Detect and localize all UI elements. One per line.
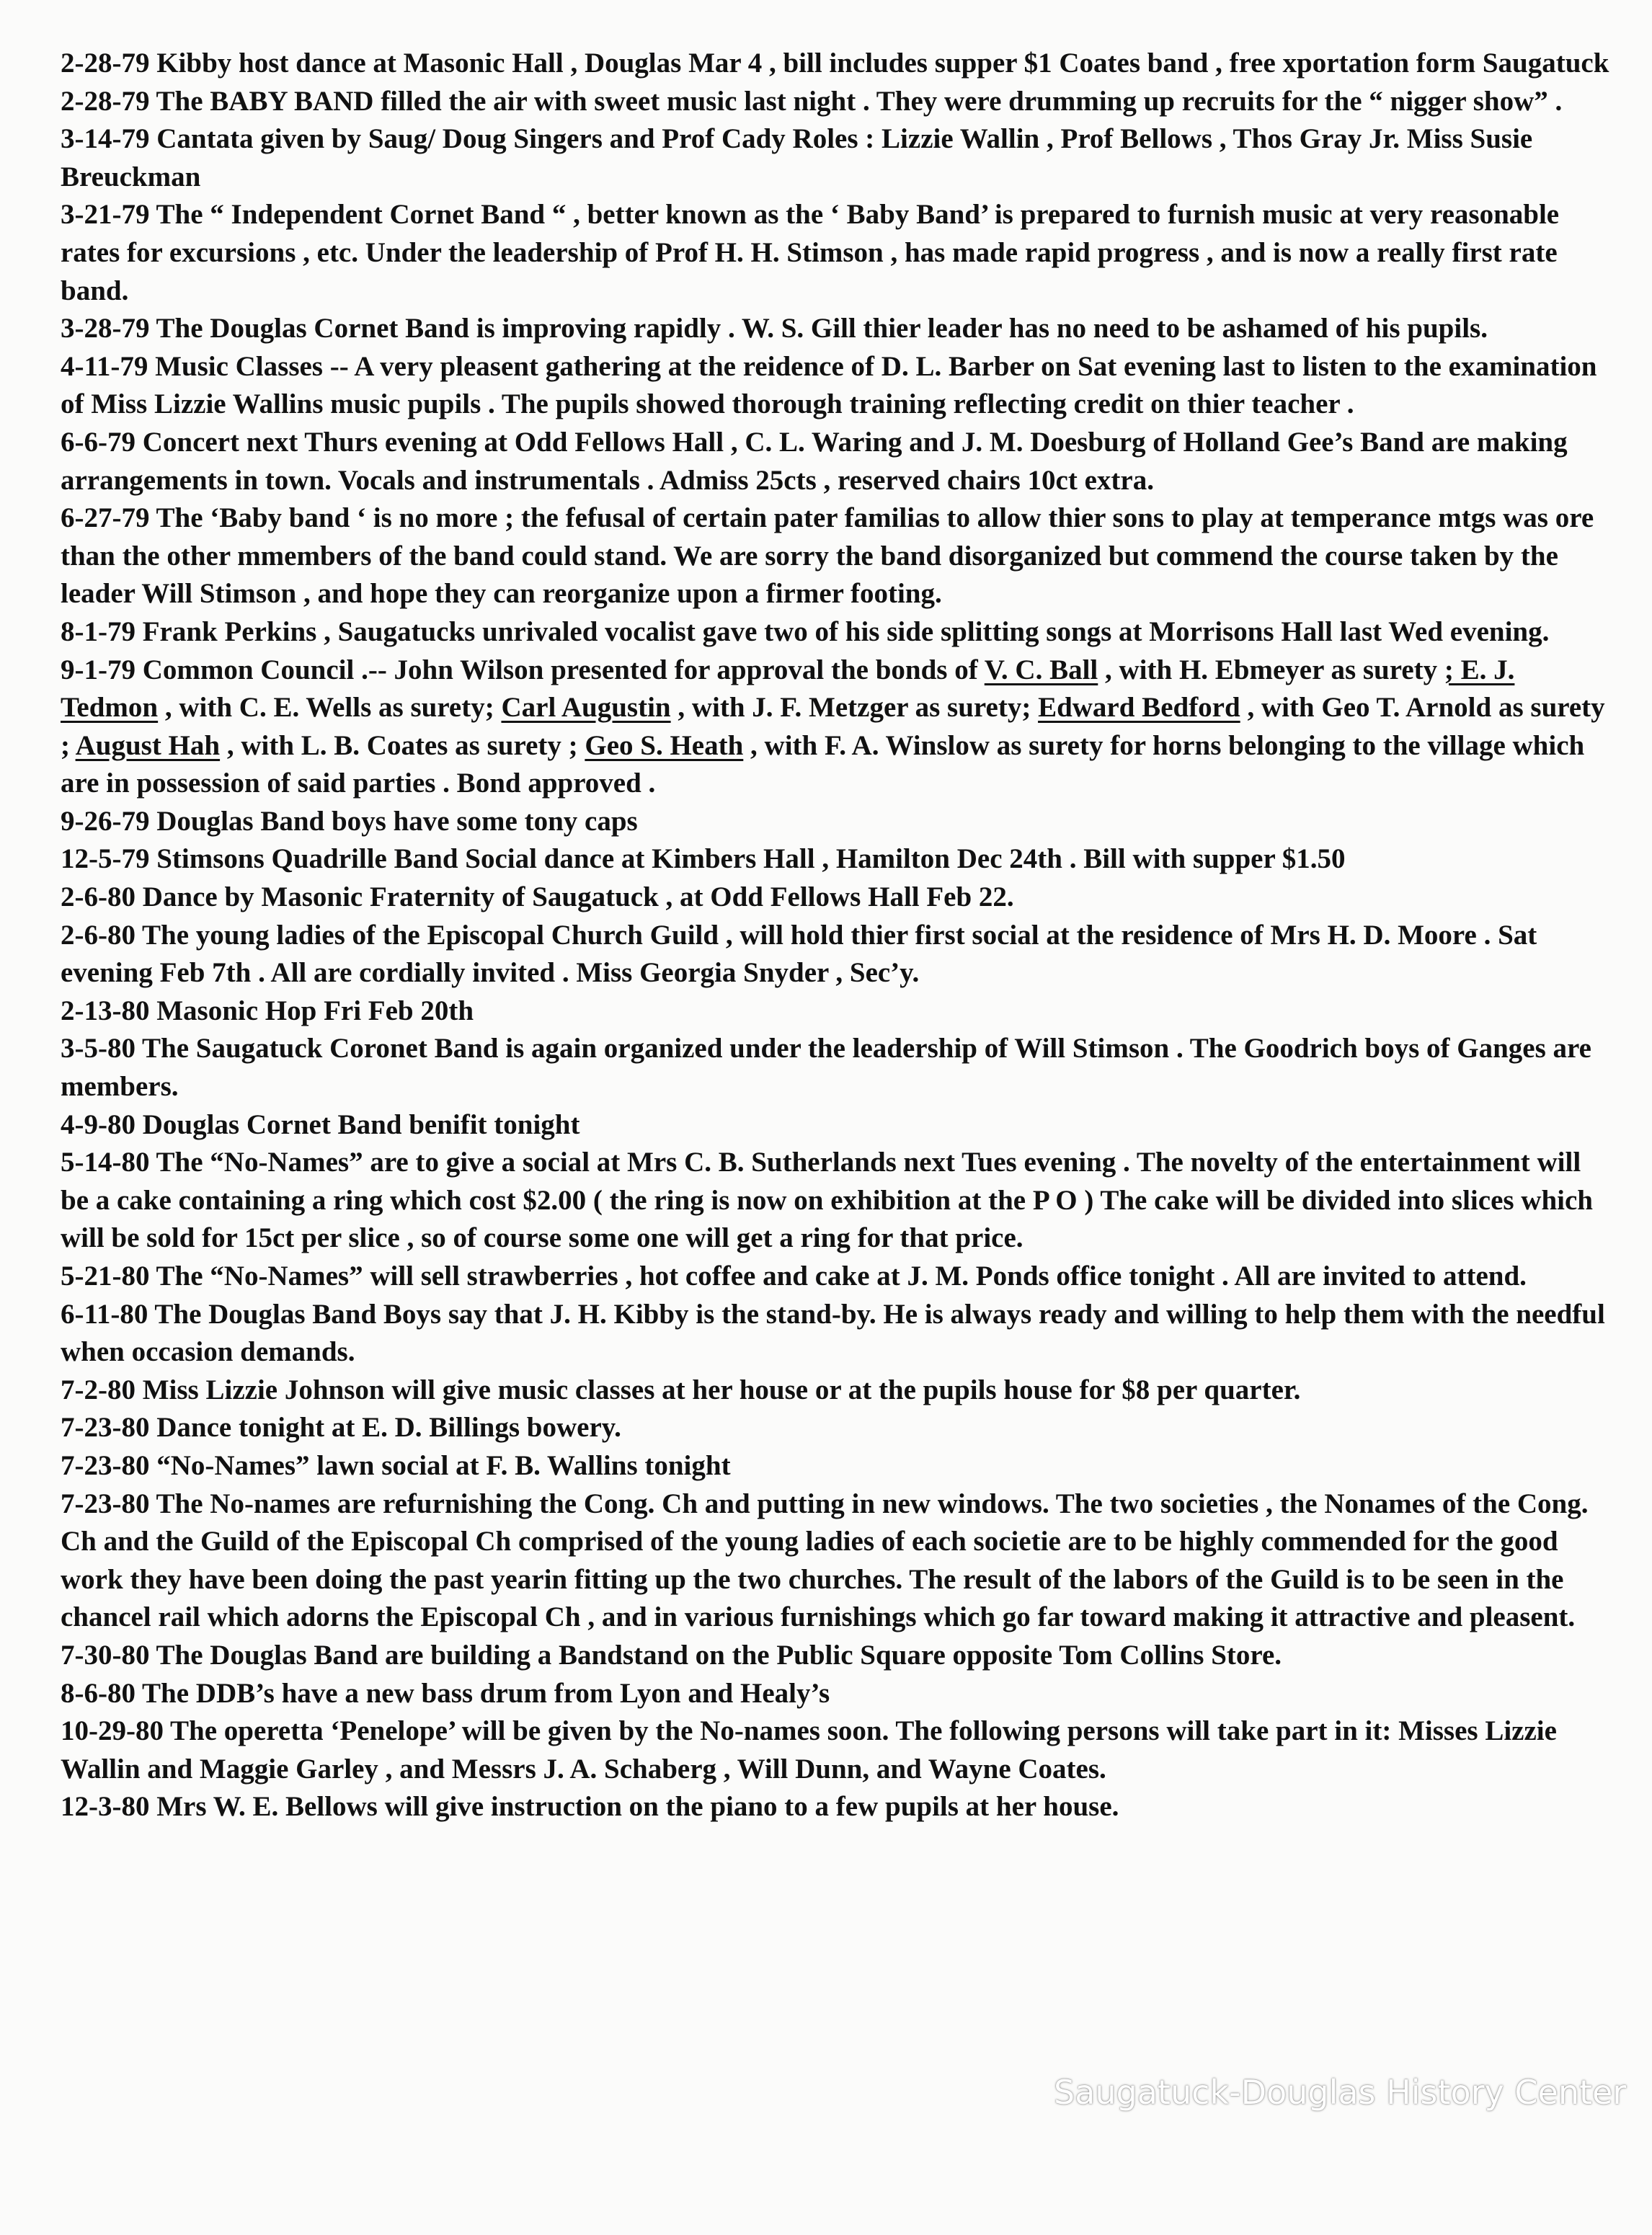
entry [61,1788,1610,1826]
entry [61,652,1610,803]
entry-text: 4-11-79 Music Classes -- A very pleasent gathering at the reidence of D. L. Barber on Sat evening last to listen to the examination of Miss Lizzie Wallins music pupils . The pupils showed thorough training reflecting credit on thier teacher . [61,350,1597,420]
entry [61,45,1610,83]
entry-text: , with Geo T. Arnold as surety ; [61,692,1605,761]
entry-text: 7-23-80 Dance tonight at E. D. Billings bowery. [61,1412,621,1444]
entry-text: 8-6-80 The DDB’s have a new bass drum from Lyon and Healy’s [61,1677,830,1709]
entry-text: 12-5-79 Stimsons Quadrille Band Social dance at Kimbers Hall , Hamilton Dec 24th . Bill with supper $1.50 [61,843,1346,875]
watermark: Saugatuck-Douglas History Center [1054,2073,1627,2112]
entry [61,120,1610,196]
entry-text: , with H. Ebmeyer as surety [1098,654,1444,685]
entry [61,83,1610,121]
entry-text: 2-6-80 Dance by Masonic Fraternity of Saugatuck , at Odd Fellows Hall Feb 22. [61,881,1014,913]
entry-text: 6-6-79 Concert next Thurs evening at Odd Fellows Hall , C. L. Waring and J. M. Doesburg of Holland Gee’s Band are making arrangements in town. Vocals and instrumentals . Admiss 25cts , reserved chairs 10ct extra. [61,426,1568,496]
entry-text: , with F. A. Winslow as surety for horns belonging to the village which are in possession of said parties . Bond approved . [61,729,1585,799]
entry [61,840,1610,879]
underlined-name: August Hah [75,729,221,761]
entry-text: 5-14-80 The “No-Names” are to give a social at Mrs C. B. Sutherlands next Tues evening . The novelty of the entertainment will be a cake containing a ring which cost $2.00 ( the ring is now on exhibition at the P O ) The cake will be divided into slices which will be sold for 15ct per slice , so of course some one will get a ring for that price. [61,1147,1593,1254]
entry-text: 2-13-80 Masonic Hop Fri Feb 20th [61,995,474,1026]
entry-text: 3-5-80 The Saugatuck Coronet Band is again organized under the leadership of Will Stimson . The Goodrich boys of Ganges are members. [61,1033,1591,1103]
entry-text: 7-23-80 “No-Names” lawn social at F. B. Wallins tonight [61,1449,731,1481]
entry-text: 2-28-79 The BABY BAND filled the air with sweet music last night . They were drumming up recruits for the “ nigger show” . [61,85,1563,117]
entry-text: , with C. E. Wells as surety; [158,692,502,724]
entry [61,1637,1610,1675]
entry [61,803,1610,841]
entry [61,1030,1610,1106]
entry-text: , with L. B. Coates as surety ; [220,729,585,761]
entry-text: 2-28-79 Kibby host dance at Masonic Hall , Douglas Mar 4 , bill includes supper $1 Coates band , free xportation form Saugatuck [61,48,1609,79]
entry-text: 9-1-79 Common Council .-- John Wilson presented for approval the bonds of [61,654,985,685]
entry [61,1675,1610,1713]
entry-text: 3-21-79 The “ Independent Cornet Band “ , better known as the ‘ Baby Band’ is prepared to furnish music at very reasonable rates for excursions , etc. Under the leadership of Prof H. H. Stimson , has made rapid progress , and is now a really first rate band. [61,199,1560,306]
entry [61,917,1610,992]
entry [61,348,1610,424]
entry-text: 7-23-80 The No-names are refurnishing the Cong. Ch and putting in new windows. The two societies , the Nonames of the Cong. Ch and the Guild of the Episcopal Ch comprised of the young ladies of each societie are to be highly commended for the good work they have been doing the past yearin fitting up the two churches. The result of the labors of the Guild is to be seen in the chancel rail which adorns the Episcopal Ch , and in various furnishings which go far toward making it attractive and pleasent. [61,1488,1589,1633]
entry [61,613,1610,652]
entry [61,879,1610,917]
entry [61,499,1610,613]
underlined-name: V. C. Ball [984,654,1098,685]
underlined-name: ; E. J. Tedmon [61,654,1515,724]
entry-text: 2-6-80 The young ladies of the Episcopal Church Guild , will hold thier first social at the residence of Mrs H. D. Moore . Sat evening Feb 7th . All are cordially invited . Miss Georgia Snyder , Sec’y. [61,919,1537,989]
entry [61,1144,1610,1258]
entries-list [61,45,1610,1826]
entry-text: 3-14-79 Cantata given by Saug/ Doug Singers and Prof Cady Roles : Lizzie Wallin , Prof Bellows , Thos Gray Jr. Miss Susie Breuckman [61,123,1533,192]
underlined-name: Edward Bedford [1038,692,1240,724]
entry [61,424,1610,499]
entry [61,1409,1610,1447]
entry-text: , with J. F. Metzger as surety; [670,692,1039,724]
entry [61,1447,1610,1485]
entry [61,1258,1610,1296]
entry-text: 3-28-79 The Douglas Cornet Band is improving rapidly . W. S. Gill thier leader has no need to be ashamed of his pupils. [61,313,1488,345]
entry [61,1485,1610,1637]
entry-text: 7-30-80 The Douglas Band are building a Bandstand on the Public Square opposite Tom Collins Store. [61,1639,1282,1671]
entry [61,1712,1610,1788]
entry-text: 10-29-80 The operetta ‘Penelope’ will be given by the No-names soon. The following persons will take part in it: Misses Lizzie Wallin and Maggie Garley , and Messrs J. A. Schaberg , Will Dunn, and Wayne Coates. [61,1715,1557,1785]
underlined-name: Carl Augustin [501,692,671,724]
entry [61,1372,1610,1410]
entry-text: 6-27-79 The ‘Baby band ‘ is no more ; the fefusal of certain pater familias to allow thier sons to play at temperance mtgs was ore than the other mmembers of the band could stand. We are sorry the band disorganized but commend the course taken by the leader Will Stimson , and hope they can reorganize upon a firmer footing. [61,502,1594,610]
entry-text: 9-26-79 Douglas Band boys have some tony caps [61,805,638,837]
entry-text: 4-9-80 Douglas Cornet Band benifit tonight [61,1108,580,1140]
entry [61,1296,1610,1372]
entry-text: 5-21-80 The “No-Names” will sell strawberries , hot coffee and cake at J. M. Ponds office tonight . All are invited to attend. [61,1261,1527,1292]
entry [61,992,1610,1031]
entry-text: 8-1-79 Frank Perkins , Saugatucks unrivaled vocalist gave two of his side splitting songs at Morrisons Hall last Wed evening. [61,616,1550,647]
entry [61,1106,1610,1145]
entry-text: 6-11-80 The Douglas Band Boys say that J. H. Kibby is the stand-by. He is always ready and willing to help them with the needful when occasion demands. [61,1298,1605,1368]
entry [61,310,1610,348]
entry-text: 12-3-80 Mrs W. E. Bellows will give instruction on the piano to a few pupils at her house. [61,1791,1119,1823]
entry [61,196,1610,310]
underlined-name: Geo S. Heath [585,729,744,761]
entry-text: 7-2-80 Miss Lizzie Johnson will give music classes at her house or at the pupils house for $8 per quarter. [61,1374,1301,1405]
